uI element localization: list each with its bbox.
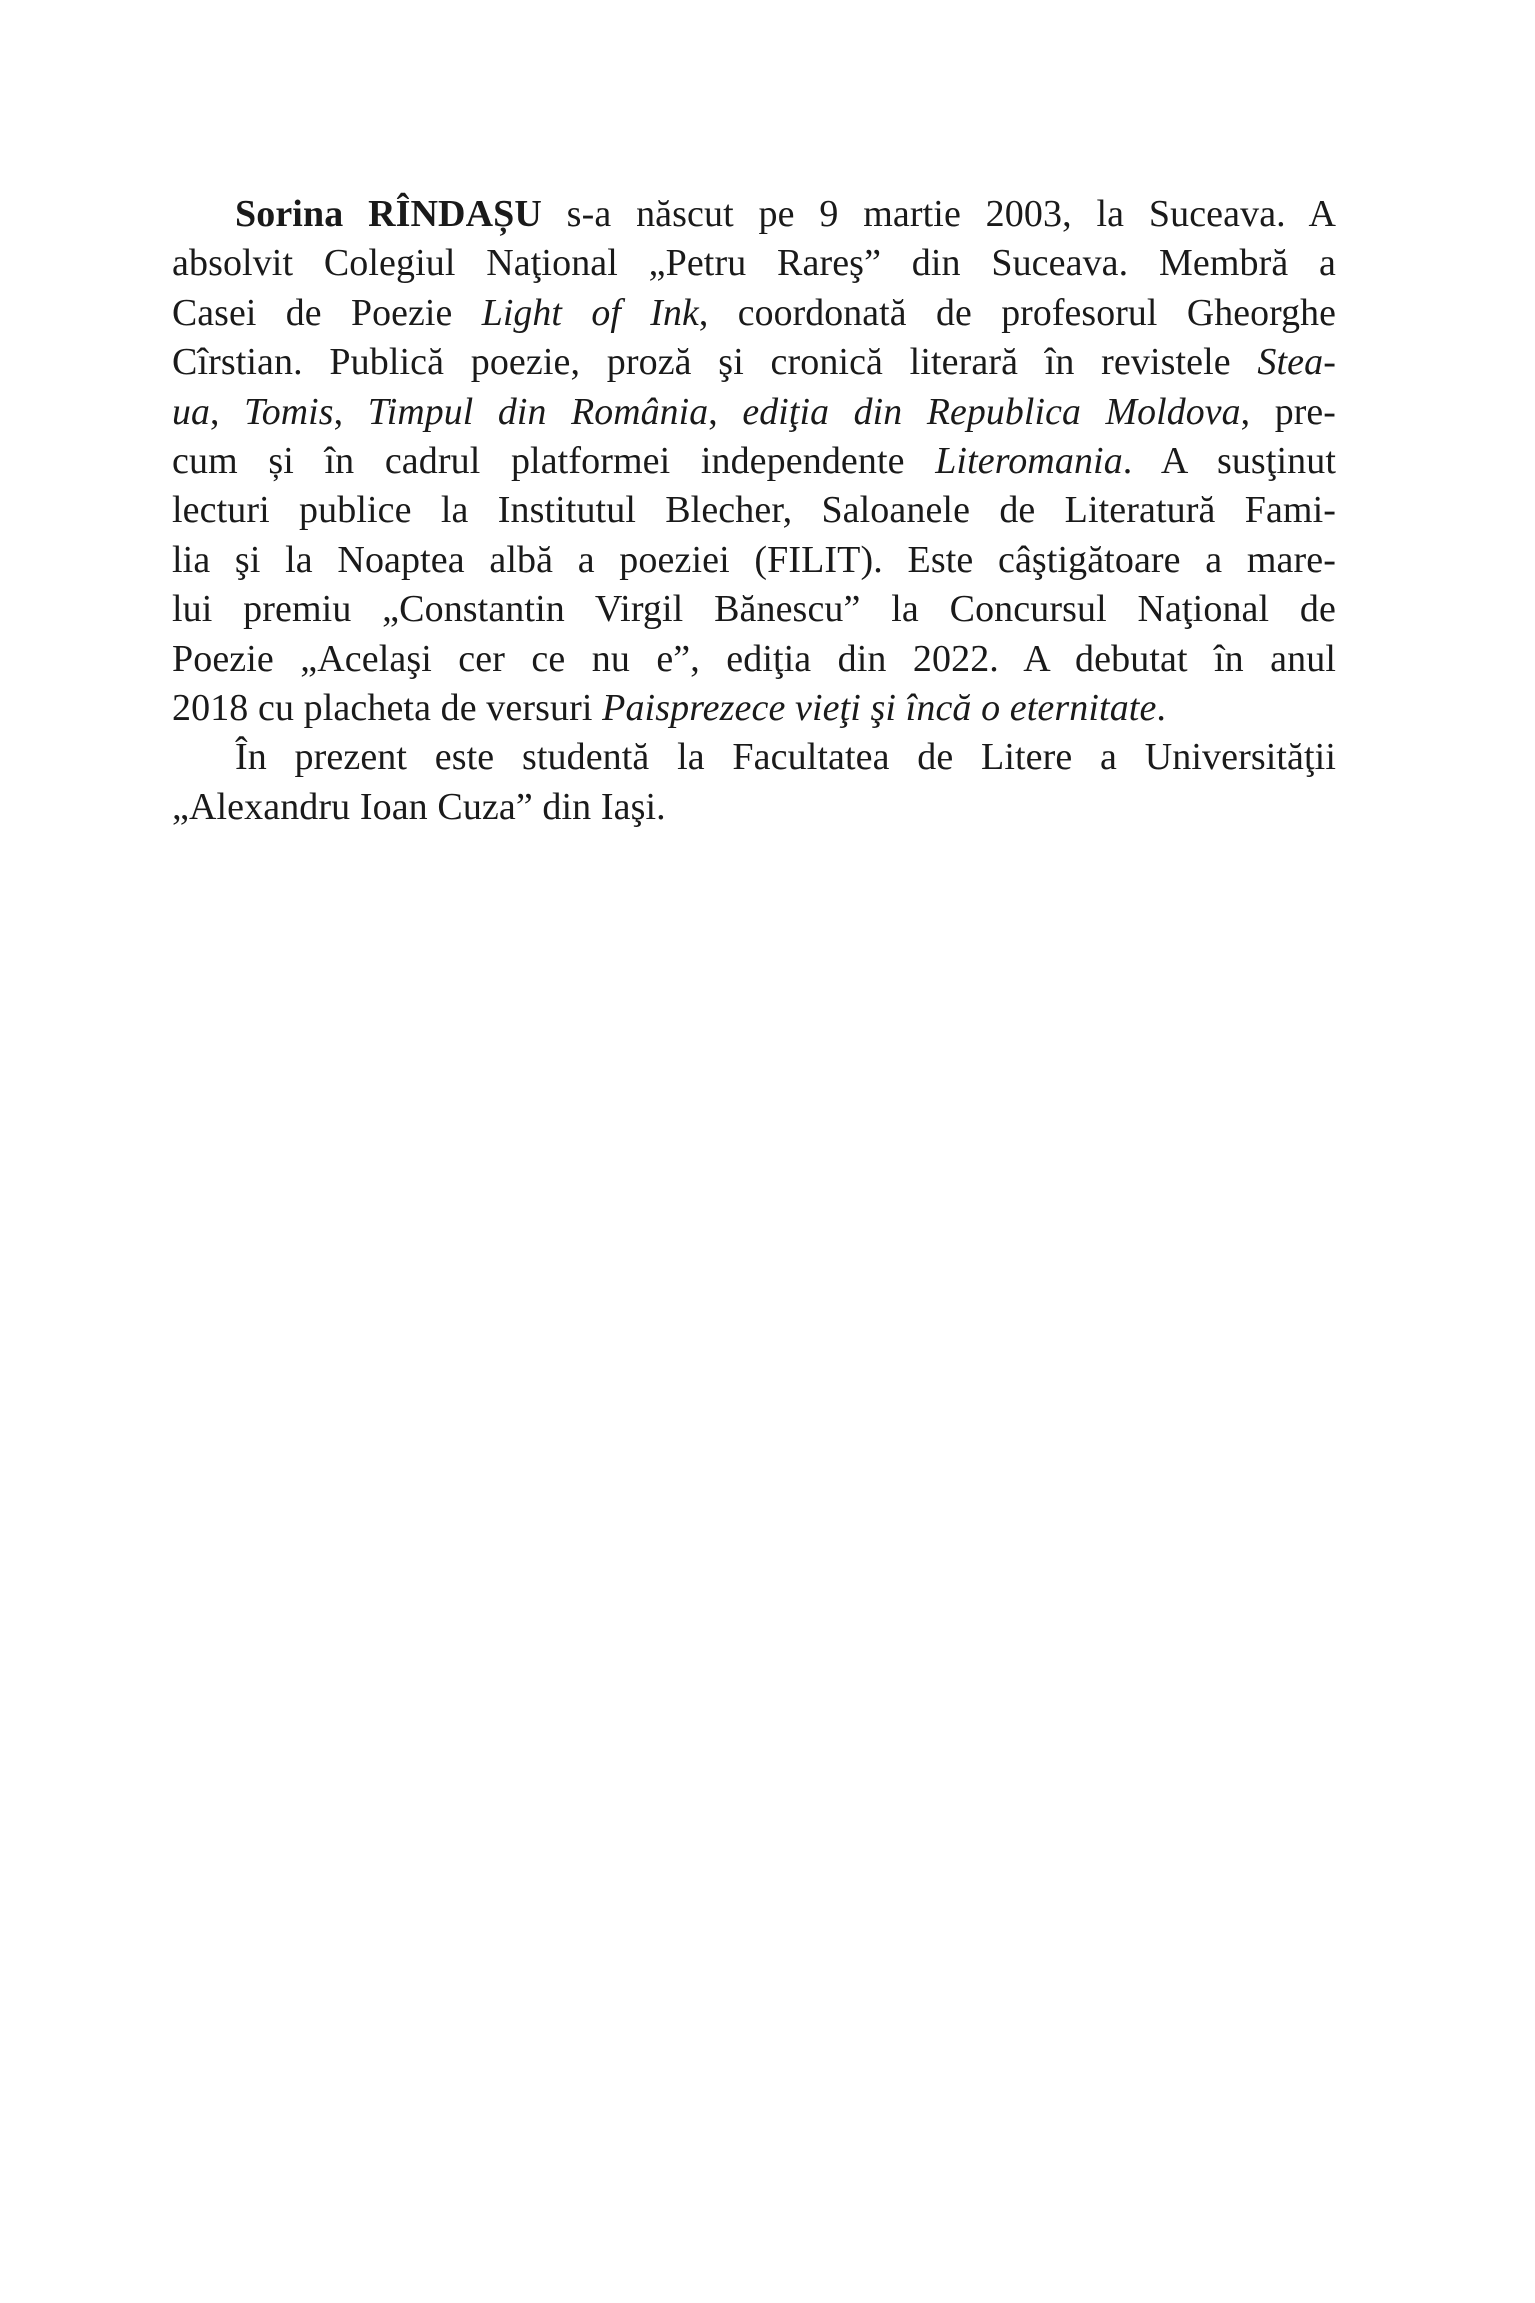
bio-line — [172, 684, 1336, 733]
bio-line — [172, 338, 1336, 387]
bio-text: Cîrstian. Publică poezie, proză şi cronică literară în revistele — [172, 341, 1258, 384]
italic-title: Tomis — [244, 390, 334, 433]
author-name: Sorina RÎNDAȘU — [235, 193, 542, 235]
bio-line: „Alexandru Ioan Cuza” din Iaşi. — [172, 785, 666, 828]
bio-line — [172, 388, 1336, 437]
bio-line — [172, 190, 1336, 239]
bio-text: 2018 cu placheta de versuri — [172, 686, 603, 729]
bio-text: , — [708, 390, 743, 433]
bio-text: . — [1156, 686, 1167, 729]
bio-text: . A susţinut — [1122, 439, 1336, 482]
italic-title: Stea- — [1257, 341, 1336, 384]
bio-line: În prezent este studentă la Facultatea de Litere a Universităţii — [235, 736, 1336, 779]
bio-line — [172, 437, 1336, 486]
bio-line: lia şi la Noaptea albă a poeziei (FILIT). Este câştigătoare a mare- — [172, 538, 1336, 581]
bio-text: Casei de Poezie — [172, 291, 482, 334]
bio-line: lecturi publice la Institutul Blecher, Saloanele de Literatură Fami- — [172, 489, 1336, 532]
italic-title: Paisprezece vieţi şi încă o eternitate — [602, 686, 1157, 729]
italic-title: ediţia din Republica Moldova — [742, 390, 1241, 433]
italic-title: Literomania — [935, 439, 1123, 482]
bio-text: , coordonată de profesorul Gheorghe — [698, 291, 1337, 334]
bio-line: lui premiu „Constantin Virgil Bănescu” la Concursul Naţional de — [172, 588, 1336, 631]
bio-line: absolvit Colegiul Naţional „Petru Rareş” din Suceava. Membră a — [172, 242, 1336, 285]
italic-title: Timpul din România — [367, 390, 709, 433]
italic-title: Light of Ink — [481, 291, 699, 334]
bio-line: Poezie „Acelaşi cer ce nu e”, ediţia din 2022. A debutat în anul — [172, 637, 1336, 680]
bio-text: , pre- — [1240, 390, 1336, 433]
bio-text: , — [333, 390, 368, 433]
italic-title: ua — [172, 390, 210, 433]
author-bio — [172, 190, 1336, 832]
bio-line — [172, 289, 1336, 338]
bio-text: cum și în cadrul platformei independente — [172, 439, 936, 482]
bio-text: , — [210, 390, 245, 433]
bio-text: s-a născut pe 9 martie 2003, la Suceava. A — [541, 193, 1336, 235]
